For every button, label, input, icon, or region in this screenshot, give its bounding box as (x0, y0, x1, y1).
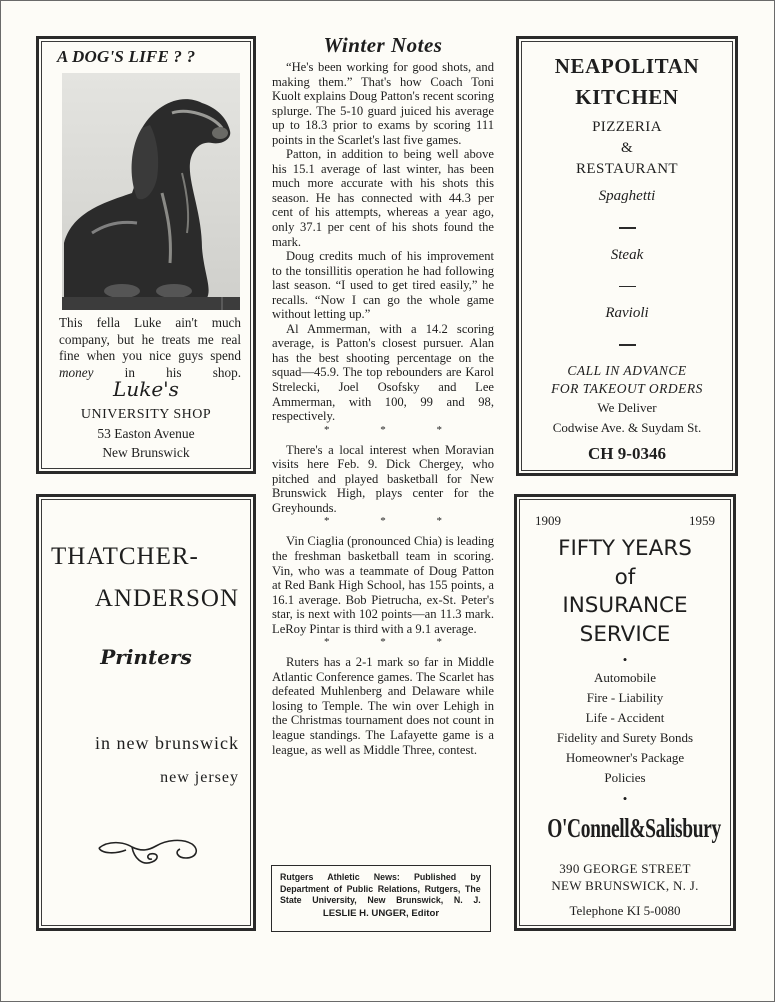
caption-text-before: This fella Luke ain't much company, but he treats me real fine when you nice guys spend (59, 315, 241, 363)
caption-emphasis: money (59, 364, 94, 380)
dachshund-icon (62, 73, 240, 310)
restaurant-type-line2: & (620, 140, 634, 156)
anniversary-years (535, 513, 715, 529)
shop-street: 53 Easton Avenue (97, 426, 195, 441)
article-paragraph: Al Ammerman, with a 14.2 scoring average, is Patton's closest pursuer. Alan has the best shooting percentage on the squad—45.9. The top rebounders are Karol Strelecki, Joel Osofsky and Lee Ammerman, with 100, 99 and 98, respectively. (272, 321, 494, 424)
thatcher-anderson-ad (36, 494, 256, 931)
article-paragraph: There's a local interest when Moravian visits here Feb. 9. Dick Chergey, who pitched and played basketball for New Brunswick High, plays center for the Greyhounds. (272, 442, 494, 515)
company-phone: Telephone KI 5-0080 (569, 903, 681, 918)
editor-credit: LESLIE H. UNGER, Editor (322, 907, 440, 919)
company-city: in new brunswick (95, 733, 239, 753)
section-separator: * * * (324, 636, 466, 649)
company-state: new jersey (160, 769, 239, 786)
ad-headline: A DOG'S LIFE ? ? (57, 47, 196, 66)
article-paragraph: Ruters has a 2-1 mark so far in Middle Atlantic Conference games. The Scarlet has defeated Muhlenberg and Delaware while losing to Temple. The win over Lehigh in the Christmas tournament does not count in league standings. The Lafayette game is a league, as well as Middle Three, contest. (272, 655, 494, 757)
year-start: 1909 (535, 513, 561, 528)
shop-city: New Brunswick (102, 445, 190, 460)
insurance-services-list (517, 652, 733, 807)
ad-caption (59, 315, 241, 381)
company-trade: Printers (100, 645, 192, 669)
restaurant-phone: CH 9-0346 (588, 443, 666, 463)
lukes-signature-logo: Luke's (113, 377, 179, 401)
service-item: Homeowner's Package (565, 750, 685, 765)
insurance-headline (517, 535, 733, 649)
section-separator: * * * (324, 515, 466, 528)
menu-item: Spaghetti (598, 188, 656, 204)
year-end: 1959 (689, 513, 715, 528)
restaurant-name-line1: NEAPOLITAN (554, 54, 700, 78)
shop-name: UNIVERSITY SHOP (80, 407, 212, 422)
headline-line: FIFTY YEARS (558, 536, 692, 561)
article-paragraph: Vin Ciaglia (pronounced Chia) is leading the freshman basketball team in scoring. Vin, who was a teammate of Doug Patton at Red Bank High School, has 155 points, a 16.1 average. Bob Pietrucha, ex-St. Peter's star, is next with 102 points—an 11.3 mark. LeRoy Pintar is third with a 9.1 average. (272, 534, 494, 636)
winter-notes-article (272, 33, 494, 757)
service-item: Fire - Liability (586, 690, 664, 705)
menu-divider (619, 227, 636, 229)
article-paragraph: Patton, in addition to being well above his 15.1 average of last winter, has been much more accurate with his shots this season. He has connected with 44.3 per cent of his attempts, whereas a year ago, only 37.1 per cent of his shots found the mark. (272, 147, 494, 249)
service-item: Policies (604, 770, 646, 785)
menu-divider (619, 286, 636, 288)
oconnell-salisbury-insurance-ad (514, 494, 736, 931)
scroll-flourish-icon (94, 832, 204, 872)
shop-address (39, 405, 253, 462)
section-separator: * * * (324, 423, 466, 436)
company-name-line2: ANDERSON (94, 585, 239, 612)
company-city: NEW BRUNSWICK, N. J. (551, 878, 699, 893)
lukes-university-shop-ad (36, 36, 256, 474)
caption-text-after: in his shop. (93, 364, 241, 380)
call-advance-line2: FOR TAKEOUT ORDERS (551, 380, 703, 396)
headline-line: SERVICE (579, 621, 671, 647)
article-paragraph: Doug credits much of his improvement to the tonsillitis operation he had following last season. “I used to get tired easily,” he recalls. “Now I can go the whole game without letting up.” (272, 249, 494, 322)
restaurant-type-line1: PIZZERIA (592, 119, 662, 135)
menu-item: Ravioli (605, 305, 649, 321)
delivery-note: We Deliver (597, 399, 657, 415)
service-item: Life - Accident (585, 710, 665, 725)
service-item: Automobile (593, 670, 657, 685)
publication-notice-box (271, 865, 491, 932)
article-paragraph: “He's been working for good shots, and making them.” That's how Coach Toni Kuolt explains Doug Patton's recent scoring splurge. The 5-10 guard juiced his average up to 18.3 prior to exams by scoring 111 points in the Scarlet's last five games. (272, 60, 494, 147)
article-title: Winter Notes (323, 33, 443, 57)
headline-line: INSURANCE (562, 593, 688, 618)
dachshund-photo (62, 73, 240, 310)
neapolitan-kitchen-ad (516, 36, 738, 476)
restaurant-name-line2: KITCHEN (575, 85, 679, 109)
publication-notice-text: Rutgers Athletic News: Published by Department of Public Relations, Rutgers, The State University, New Brunswick, N. J. (280, 872, 481, 906)
company-street: 390 GEORGE STREET (559, 861, 691, 876)
bullet-icon: • (622, 652, 628, 667)
service-item: Fidelity and Surety Bonds (556, 730, 694, 745)
restaurant-address: Codwise Ave. & Suydam St. (552, 419, 702, 435)
headline-line: of (614, 564, 636, 590)
company-address (517, 860, 733, 894)
restaurant-type-line3: RESTAURANT (576, 161, 678, 177)
company-name-line1: THATCHER- (51, 543, 199, 570)
bullet-icon: • (622, 791, 628, 806)
menu-item: Steak (610, 246, 644, 263)
company-logo: O'Connell&Salisbury (547, 813, 721, 843)
menu-divider (619, 344, 636, 346)
call-advance-line1: CALL IN ADVANCE (567, 362, 687, 378)
